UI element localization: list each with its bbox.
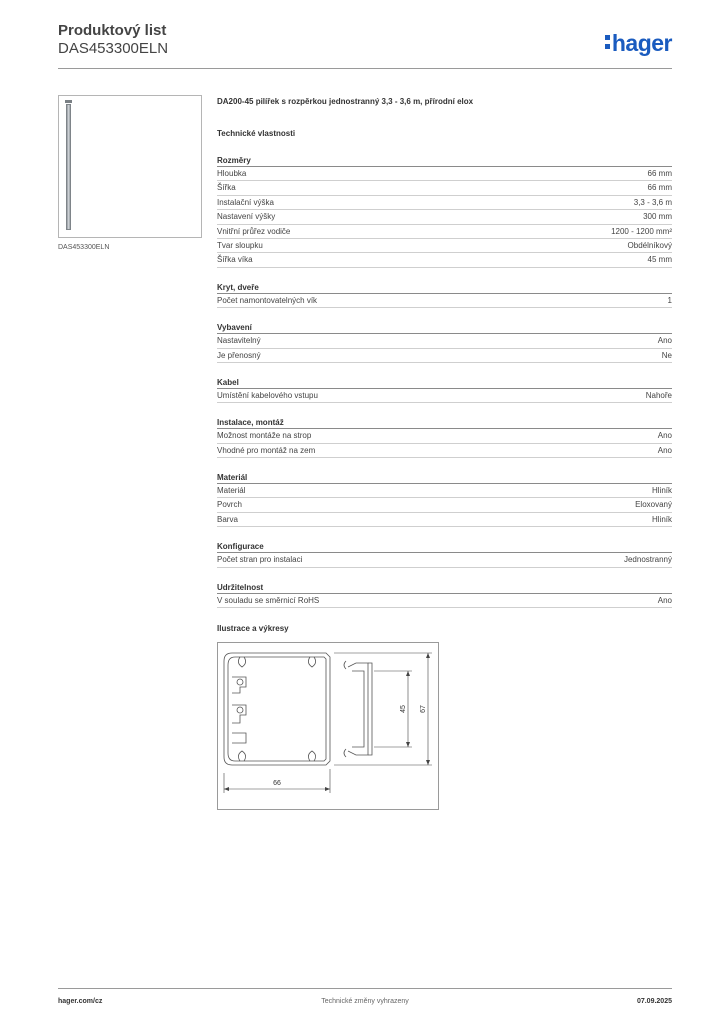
document-title: Produktový list [58, 22, 167, 39]
spec-row [217, 196, 672, 210]
spec-value: Ne [661, 350, 672, 360]
spec-value: Hliník [651, 486, 672, 496]
spec-value: 3,3 - 3,6 m [633, 197, 672, 207]
spec-label: Šířka [217, 183, 236, 193]
spec-label: Počet namontovatelných vík [217, 295, 318, 305]
spec-row [217, 594, 672, 608]
header-divider [58, 68, 672, 69]
spec-value: Jednostranný [623, 555, 672, 565]
spec-row [217, 167, 672, 181]
spec-section [217, 282, 672, 308]
spec-value: Ano [657, 445, 672, 455]
spec-value: 1200 - 1200 mm² [611, 226, 672, 236]
section-title: Kabel [217, 377, 672, 389]
page-header [58, 22, 672, 70]
spec-section [217, 417, 672, 458]
spec-section [217, 322, 672, 363]
spec-label: Tvar sloupku [217, 240, 263, 250]
spec-label: Nastavení výšky [217, 212, 276, 222]
spec-row [217, 334, 672, 348]
footer-website: hager.com/cz [58, 998, 103, 1005]
section-title: Vybavení [217, 322, 672, 334]
spec-row [217, 294, 672, 308]
spec-value: 66 mm [647, 183, 672, 193]
spec-row [217, 429, 672, 443]
hager-logo: hager [605, 30, 672, 57]
spec-label: Barva [217, 514, 238, 524]
spec-label: V souladu se směrnicí RoHS [217, 595, 320, 605]
spec-label: Hloubka [217, 169, 247, 178]
spec-row [217, 225, 672, 239]
spec-section [217, 582, 672, 608]
spec-sections [217, 155, 672, 608]
spec-value: 1 [667, 295, 672, 305]
spec-label: Počet stran pro instalaci [217, 555, 303, 565]
spec-label: Nastavitelný [217, 336, 261, 346]
spec-section [217, 472, 672, 527]
section-title: Rozměry [217, 155, 672, 167]
spec-value: Nahoře [645, 390, 672, 400]
footer-divider [58, 988, 672, 989]
product-image-label: DAS453300ELN [58, 244, 110, 251]
dimension-inner-label: 45 [400, 705, 407, 713]
spec-label: Umístění kabelového vstupu [217, 390, 318, 400]
product-code: DAS453300ELN [58, 40, 169, 57]
product-image [58, 95, 202, 238]
spec-row [217, 484, 672, 498]
dimension-width-label: 66 [273, 780, 281, 788]
spec-label: Vnitřní průřez vodiče [217, 226, 291, 236]
spec-section [217, 377, 672, 403]
spec-row [217, 513, 672, 527]
spec-value: Ano [657, 336, 672, 346]
section-title: Instalace, montáž [217, 417, 672, 429]
spec-label: Povrch [217, 500, 242, 510]
spec-row [217, 553, 672, 567]
spec-row [217, 389, 672, 403]
section-title: Konfigurace [217, 541, 672, 553]
spec-label: Je přenosný [217, 350, 261, 360]
spec-value: 300 mm [643, 212, 672, 222]
spec-value: Ano [657, 595, 672, 605]
spec-section [217, 155, 672, 268]
footer-disclaimer: Technické změny vyhrazeny [321, 998, 409, 1005]
section-title: Kryt, dveře [217, 282, 672, 294]
spec-value: Ano [657, 431, 672, 441]
spec-row [217, 181, 672, 195]
spec-value: 45 mm [647, 255, 672, 265]
section-title: Udržitelnost [217, 582, 672, 594]
spec-value: Eloxovaný [635, 500, 672, 510]
spec-value: 66 mm [647, 169, 672, 178]
spec-row [217, 253, 672, 267]
technical-drawing [217, 642, 439, 810]
profile-bar-icon [66, 104, 71, 230]
spec-label: Instalační výška [217, 197, 274, 207]
tech-heading: Technické vlastnosti [217, 129, 296, 138]
dimension-height-label: 67 [420, 705, 427, 713]
spec-row [217, 444, 672, 458]
spec-row [217, 349, 672, 363]
section-title: Materiál [217, 472, 672, 484]
illustrations-title: Ilustrace a výkresy [217, 624, 289, 634]
spec-section [217, 541, 672, 567]
footer-date: 07.09.2025 [636, 998, 672, 1005]
spec-label: Vhodné pro montáž na zem [217, 445, 316, 455]
spec-row [217, 498, 672, 512]
spec-label: Šířka víka [217, 255, 253, 265]
spec-value: Hliník [651, 514, 672, 524]
spec-label: Možnost montáže na strop [217, 431, 312, 441]
spec-value: Obdélníkový [627, 240, 672, 250]
spec-row [217, 239, 672, 253]
spec-label: Materiál [217, 486, 246, 496]
product-title: DA200-45 pilířek s rozpěrkou jednostranný 3,3 - 3,6 m, přírodní elox [217, 97, 474, 106]
spec-row [217, 210, 672, 224]
profile-cap-icon [65, 100, 72, 103]
spec-content [217, 97, 672, 810]
logo-dots-icon [605, 35, 610, 49]
